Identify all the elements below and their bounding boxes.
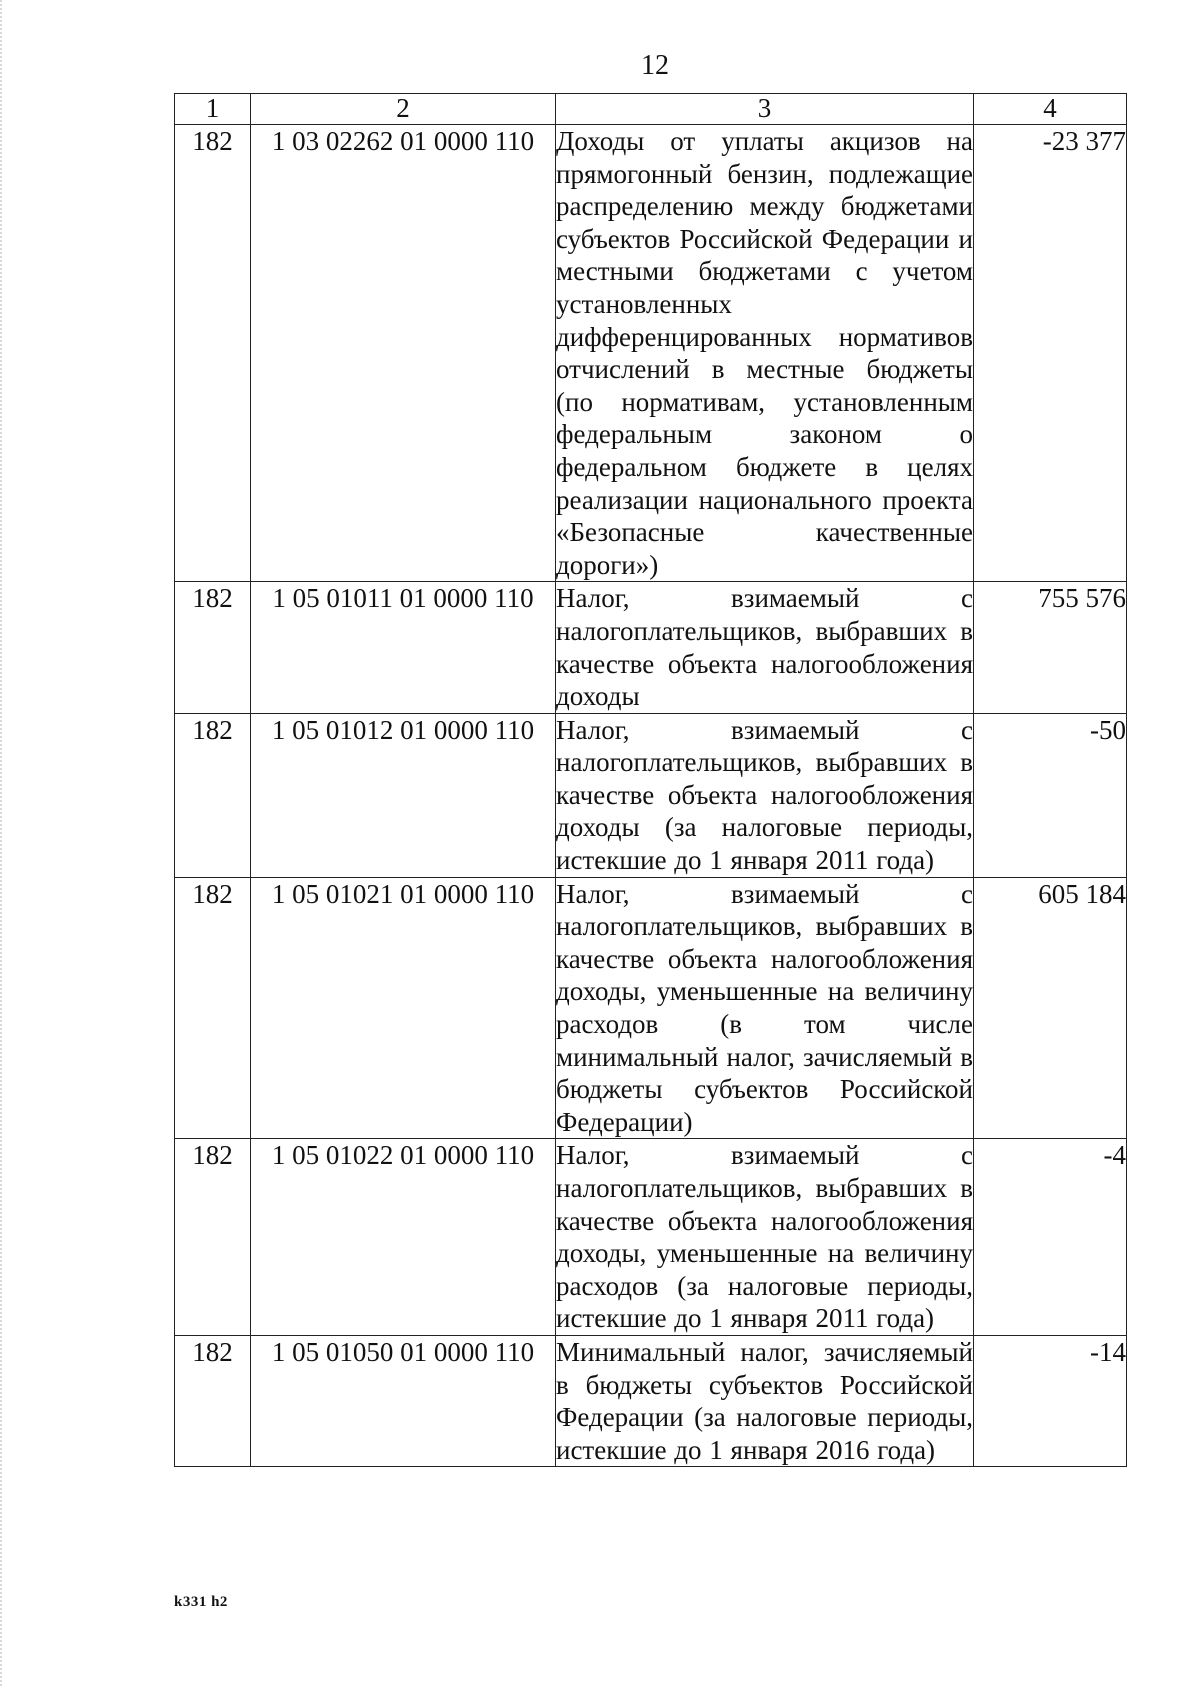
description-cell: Налог, взимаемый с налогоплательщиков, выбравших в качестве объекта налогообложения доходы, уменьшенные на величину расходов (за налоговые периоды, истекшие до 1 января 2011 года) xyxy=(556,1139,974,1336)
column-header-4: 4 xyxy=(974,94,1127,125)
amount-cell: -23 377 xyxy=(974,125,1127,582)
budget-code-cell: 1 05 01021 01 0000 110 xyxy=(251,877,556,1139)
table-header-row xyxy=(175,94,1127,125)
admin-code-cell: 182 xyxy=(175,877,251,1139)
table-row xyxy=(175,877,1127,1139)
column-header-3: 3 xyxy=(556,94,974,125)
column-header-1: 1 xyxy=(175,94,251,125)
budget-code-cell: 1 05 01050 01 0000 110 xyxy=(251,1335,556,1466)
admin-code-cell: 182 xyxy=(175,1335,251,1466)
admin-code-cell: 182 xyxy=(175,713,251,877)
admin-code-cell: 182 xyxy=(175,125,251,582)
budget-revenue-table xyxy=(174,93,1127,1467)
budget-code-cell: 1 05 01012 01 0000 110 xyxy=(251,713,556,877)
amount-cell: -14 xyxy=(974,1335,1127,1466)
budget-code-cell: 1 05 01022 01 0000 110 xyxy=(251,1139,556,1336)
column-header-2: 2 xyxy=(251,94,556,125)
table-row xyxy=(175,713,1127,877)
table-row xyxy=(175,582,1127,713)
budget-code-cell: 1 05 01011 01 0000 110 xyxy=(251,582,556,713)
admin-code-cell: 182 xyxy=(175,582,251,713)
table-row xyxy=(175,1335,1127,1466)
amount-cell: -4 xyxy=(974,1139,1127,1336)
document-code: k331 h2 xyxy=(174,1594,228,1610)
description-cell: Налог, взимаемый с налогоплательщиков, выбравших в качестве объекта налогообложения доходы xyxy=(556,582,974,713)
amount-cell: 755 576 xyxy=(974,582,1127,713)
description-cell: Доходы от уплаты акцизов на прямогонный бензин, подлежащие распределению между бюджетами субъектов Российской Федерации и местными бюджетами с учетом установленных дифференцированных нормативов отчислений в местные бюджеты (по нормативам, установленным федеральным законом о федеральном бюджете в целях реализации национального проекта «Безопасные качественные дороги») xyxy=(556,125,974,582)
admin-code-cell: 182 xyxy=(175,1139,251,1336)
table-row xyxy=(175,125,1127,582)
amount-cell: -50 xyxy=(974,713,1127,877)
table-row xyxy=(175,1139,1127,1336)
page-number: 12 xyxy=(641,50,669,81)
description-cell: Минимальный налог, зачисляемый в бюджеты субъектов Российской Федерации (за налоговые периоды, истекшие до 1 января 2016 года) xyxy=(556,1335,974,1466)
scan-edge xyxy=(0,0,6,1686)
amount-cell: 605 184 xyxy=(974,877,1127,1139)
description-cell: Налог, взимаемый с налогоплательщиков, выбравших в качестве объекта налогообложения доходы (за налоговые периоды, истекшие до 1 января 2011 года) xyxy=(556,713,974,877)
description-cell: Налог, взимаемый с налогоплательщиков, выбравших в качестве объекта налогообложения доходы, уменьшенные на величину расходов (в том числе минимальный налог, зачисляемый в бюджеты субъектов Российской Федерации) xyxy=(556,877,974,1139)
budget-code-cell: 1 03 02262 01 0000 110 xyxy=(251,125,556,582)
